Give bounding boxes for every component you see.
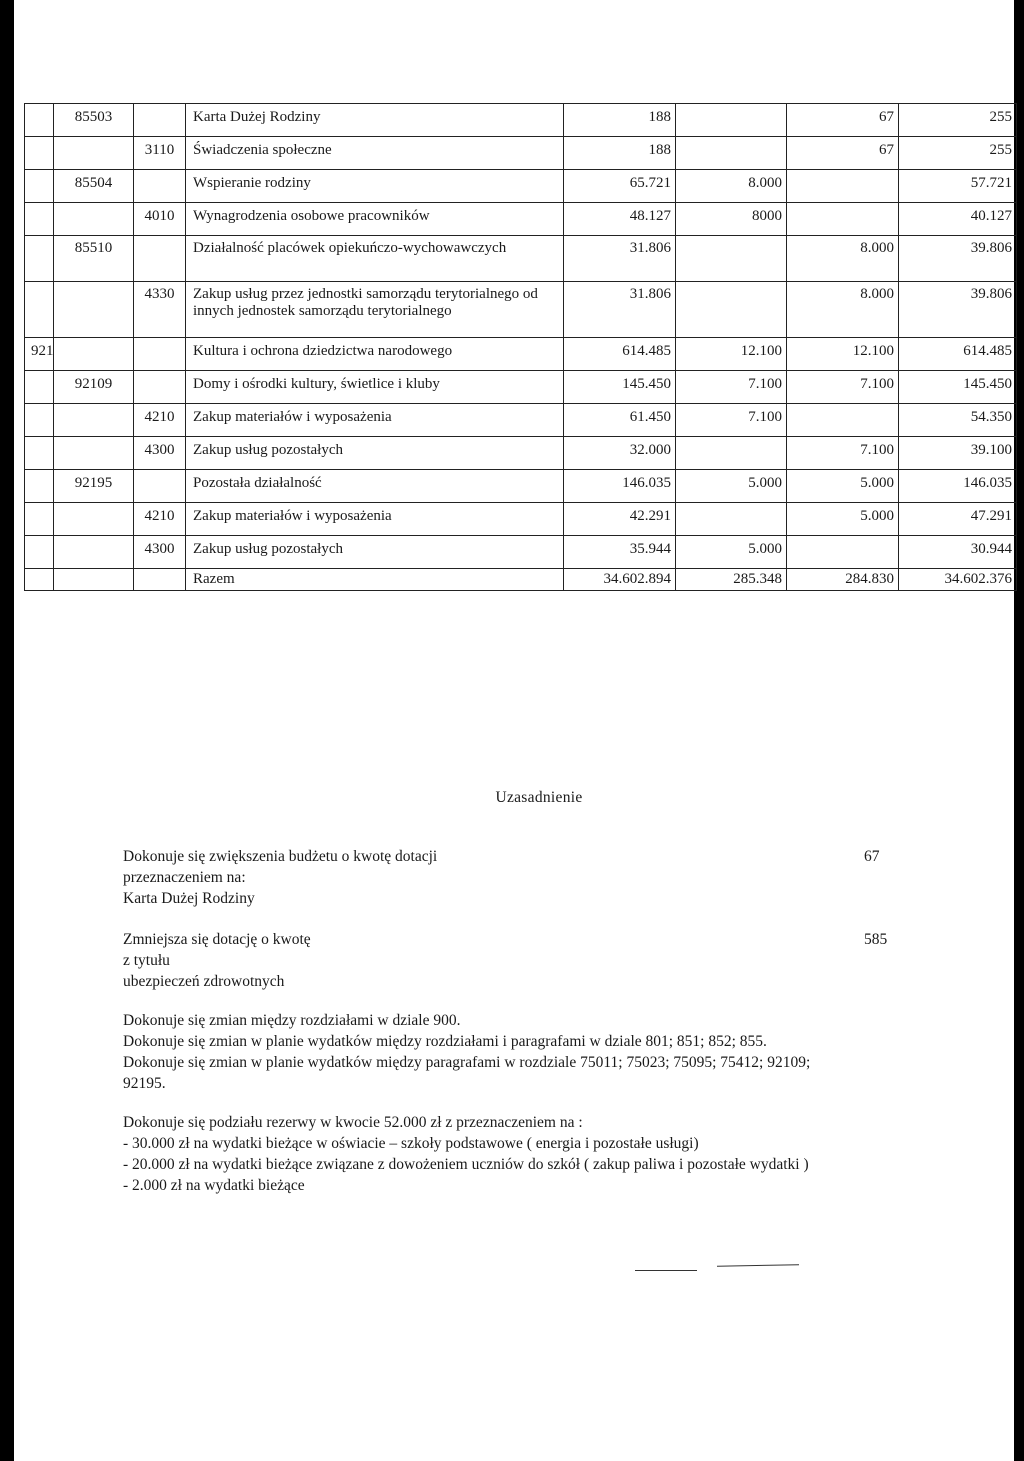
paragraf-cell: 4300: [134, 536, 186, 569]
total-row: [25, 569, 1017, 591]
rozdzial-cell: [54, 437, 134, 470]
plan-cell: 35.944: [564, 536, 676, 569]
table-row: [25, 236, 1017, 282]
rozdzial-cell: [54, 404, 134, 437]
reserve-line-3: - 20.000 zł na wydatki bieżące związane z dowożeniem uczniów do szkół ( zakup paliwa i pozostałe wydatki ): [123, 1156, 809, 1173]
after-change-cell: 54.350: [899, 404, 1017, 437]
dzial-cell: [25, 536, 54, 569]
increase-line-3: Karta Dużej Rodziny: [123, 890, 255, 907]
rozdzial-cell: 92195: [54, 470, 134, 503]
table-row: [25, 137, 1017, 170]
decrease-cell: [676, 282, 787, 338]
decrease-line-2: z tytułu: [123, 952, 170, 969]
paragraf-cell: 4210: [134, 503, 186, 536]
after-change-cell: 57.721: [899, 170, 1017, 203]
rozdzial-cell: 85504: [54, 170, 134, 203]
dzial-cell: [25, 137, 54, 170]
signature-stroke: [635, 1270, 697, 1271]
rozdzial-cell: 92109: [54, 371, 134, 404]
reserve-line-2: - 30.000 zł na wydatki bieżące w oświacie – szkoły podstawowe ( energia i pozostałe usługi): [123, 1135, 699, 1152]
decrease-cell: 5.000: [676, 470, 787, 503]
plan-cell: 61.450: [564, 404, 676, 437]
rozdzial-cell: [54, 282, 134, 338]
decrease-cell: [676, 104, 787, 137]
increase-paragraph: [123, 846, 437, 909]
rozdzial-cell: 85510: [54, 236, 134, 282]
decrease-line-3: ubezpieczeń zdrowotnych: [123, 973, 285, 990]
paragraf-cell: 3110: [134, 137, 186, 170]
decrease-amount: 585: [864, 931, 888, 948]
dzial-cell: [25, 404, 54, 437]
description-cell: Wspieranie rodziny: [186, 170, 564, 203]
plan-cell: 48.127: [564, 203, 676, 236]
decrease-cell: [676, 437, 787, 470]
changes-paragraph: [123, 1010, 810, 1094]
description-cell: Zakup materiałów i wyposażenia: [186, 503, 564, 536]
rozdzial-cell: [54, 338, 134, 371]
after-change-cell: 614.485: [899, 338, 1017, 371]
table-row: [25, 338, 1017, 371]
paragraf-cell: 4210: [134, 404, 186, 437]
paragraf-cell: 4010: [134, 203, 186, 236]
budget-table: [24, 103, 1017, 591]
paragraf-cell: [134, 371, 186, 404]
document-page: [14, 0, 1014, 1461]
decrease-cell: 5.000: [676, 536, 787, 569]
after-change-cell: 30.944: [899, 536, 1017, 569]
table-row: [25, 503, 1017, 536]
dzial-cell: [25, 569, 54, 591]
increase-cell: 7.100: [787, 371, 899, 404]
table-row: [25, 470, 1017, 503]
description-cell: Karta Dużej Rodziny: [186, 104, 564, 137]
description-cell: Pozostała działalność: [186, 470, 564, 503]
dzial-cell: [25, 170, 54, 203]
description-cell: Zakup materiałów i wyposażenia: [186, 404, 564, 437]
after-change-cell: 39.806: [899, 236, 1017, 282]
description-cell: Zakup usług pozostałych: [186, 437, 564, 470]
budget-table-body: [25, 104, 1017, 591]
decrease-cell: [676, 137, 787, 170]
decrease-cell: 8000: [676, 203, 787, 236]
paragraf-cell: [134, 170, 186, 203]
decrease-cell: 7.100: [676, 371, 787, 404]
after-change-cell: 146.035: [899, 470, 1017, 503]
increase-line-1: Dokonuje się zwiększenia budżetu o kwotę dotacji: [123, 848, 438, 865]
dzial-cell: [25, 104, 54, 137]
table-row: [25, 437, 1017, 470]
increase-cell: 8.000: [787, 236, 899, 282]
paragraf-cell: [134, 569, 186, 591]
plan-cell: 614.485: [564, 338, 676, 371]
paragraf-cell: [134, 338, 186, 371]
increase-amount: 67: [864, 848, 880, 865]
paragraf-cell: 4330: [134, 282, 186, 338]
increase-cell: [787, 536, 899, 569]
after-change-cell: 255: [899, 104, 1017, 137]
plan-cell: 188: [564, 104, 676, 137]
plan-cell: 32.000: [564, 437, 676, 470]
increase-cell: [787, 404, 899, 437]
rozdzial-cell: [54, 569, 134, 591]
changes-line-1: Dokonuje się zmian między rozdziałami w dziale 900.: [123, 1012, 461, 1029]
plan-cell: 146.035: [564, 470, 676, 503]
total-after-change: 34.602.376: [899, 569, 1017, 591]
rozdzial-cell: [54, 536, 134, 569]
description-cell: Kultura i ochrona dziedzictwa narodowego: [186, 338, 564, 371]
after-change-cell: 39.100: [899, 437, 1017, 470]
after-change-cell: 145.450: [899, 371, 1017, 404]
decrease-cell: [676, 236, 787, 282]
after-change-cell: 39.806: [899, 282, 1017, 338]
increase-cell: 12.100: [787, 338, 899, 371]
description-cell: Działalność placówek opiekuńczo-wychowawczych: [186, 236, 564, 282]
decrease-cell: 12.100: [676, 338, 787, 371]
reserve-paragraph: [123, 1112, 809, 1196]
dzial-cell: [25, 282, 54, 338]
increase-cell: 5.000: [787, 503, 899, 536]
reserve-line-1: Dokonuje się podziału rezerwy w kwocie 52.000 zł z przeznaczeniem na :: [123, 1114, 583, 1131]
description-cell: Zakup usług przez jednostki samorządu terytorialnego od innych jednostek samorządu terytorialnego: [186, 282, 564, 338]
increase-cell: 67: [787, 104, 899, 137]
dzial-cell: 921: [25, 338, 54, 371]
description-cell: Wynagrodzenia osobowe pracowników: [186, 203, 564, 236]
plan-cell: 42.291: [564, 503, 676, 536]
paragraf-cell: [134, 236, 186, 282]
plan-cell: 188: [564, 137, 676, 170]
dzial-cell: [25, 203, 54, 236]
increase-cell: [787, 170, 899, 203]
table-row: [25, 404, 1017, 437]
rozdzial-cell: [54, 503, 134, 536]
dzial-cell: [25, 437, 54, 470]
table-row: [25, 536, 1017, 569]
increase-line-2: przeznaczeniem na:: [123, 869, 246, 886]
changes-line-4: 92195.: [123, 1075, 166, 1092]
after-change-cell: 255: [899, 137, 1017, 170]
plan-cell: 145.450: [564, 371, 676, 404]
increase-cell: [787, 203, 899, 236]
description-cell: Świadczenia społeczne: [186, 137, 564, 170]
dzial-cell: [25, 503, 54, 536]
decrease-line-1: Zmniejsza się dotację o kwotę: [123, 931, 311, 948]
table-row: [25, 203, 1017, 236]
table-row: [25, 104, 1017, 137]
increase-cell: 5.000: [787, 470, 899, 503]
total-decrease: 285.348: [676, 569, 787, 591]
decrease-cell: [676, 503, 787, 536]
paragraf-cell: 4300: [134, 437, 186, 470]
decrease-paragraph: [123, 929, 311, 992]
plan-cell: 31.806: [564, 236, 676, 282]
total-label: Razem: [186, 569, 564, 591]
table-row: [25, 282, 1017, 338]
dzial-cell: [25, 470, 54, 503]
total-plan: 34.602.894: [564, 569, 676, 591]
table-row: [25, 371, 1017, 404]
plan-cell: 65.721: [564, 170, 676, 203]
after-change-cell: 47.291: [899, 503, 1017, 536]
paragraf-cell: [134, 104, 186, 137]
table-row: [25, 170, 1017, 203]
rozdzial-cell: [54, 137, 134, 170]
increase-cell: 67: [787, 137, 899, 170]
after-change-cell: 40.127: [899, 203, 1017, 236]
signature-stroke: [717, 1264, 799, 1266]
changes-line-2: Dokonuje się zmian w planie wydatków między rozdziałami i paragrafami w dziale 801; 851; 852; 855.: [123, 1033, 767, 1050]
decrease-cell: 7.100: [676, 404, 787, 437]
increase-cell: 7.100: [787, 437, 899, 470]
changes-line-3: Dokonuje się zmian w planie wydatków między paragrafami w rozdziale 75011; 75023; 75095; 75412; 92109;: [123, 1054, 811, 1071]
description-cell: Zakup usług pozostałych: [186, 536, 564, 569]
reserve-line-4: - 2.000 zł na wydatki bieżące: [123, 1177, 305, 1194]
plan-cell: 31.806: [564, 282, 676, 338]
increase-cell: 8.000: [787, 282, 899, 338]
rozdzial-cell: [54, 203, 134, 236]
description-cell: Domy i ośrodki kultury, świetlice i kluby: [186, 371, 564, 404]
dzial-cell: [25, 371, 54, 404]
paragraf-cell: [134, 470, 186, 503]
total-increase: 284.830: [787, 569, 899, 591]
dzial-cell: [25, 236, 54, 282]
decrease-cell: 8.000: [676, 170, 787, 203]
justification-heading: Uzasadnienie: [495, 789, 583, 806]
rozdzial-cell: 85503: [54, 104, 134, 137]
